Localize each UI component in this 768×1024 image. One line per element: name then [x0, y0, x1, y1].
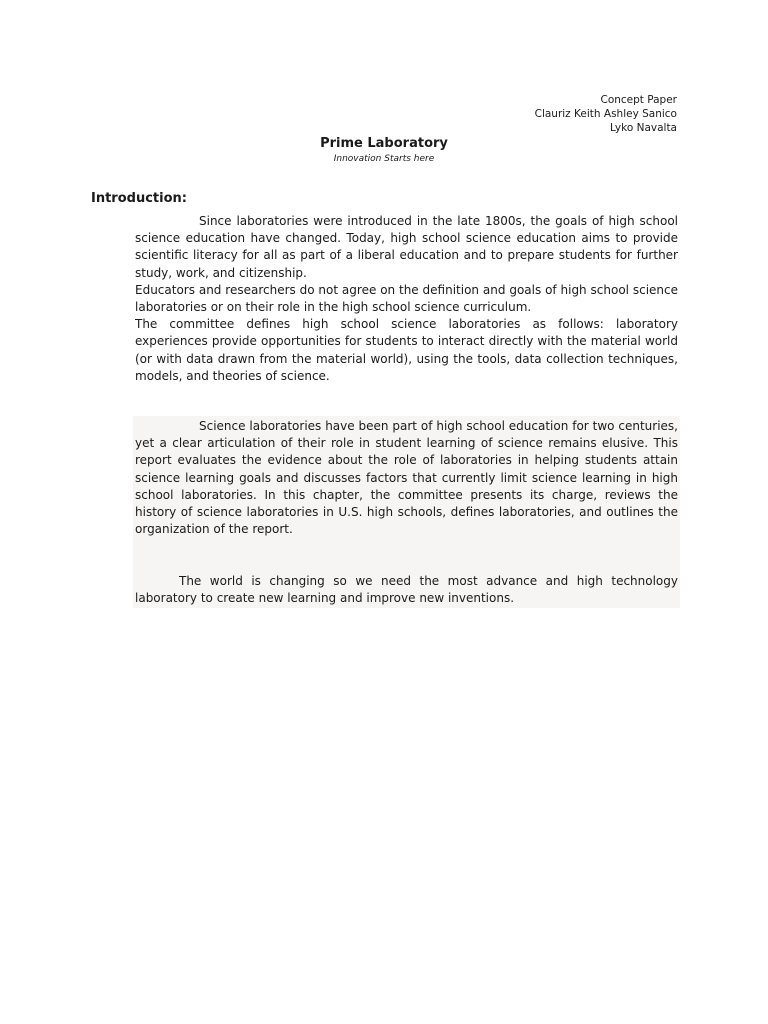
introduction-body [135, 213, 678, 385]
intro-paragraph: Since laboratories were introduced in the late 1800s, the goals of high school science education have changed. Today, high school science education aims to provide scientific literacy for all as part of a liberal education and to prepare students for further study, work, and citizenship. [135, 214, 678, 280]
closing-paragraph: The world is changing so we need the most advance and high technology laboratory to create new learning and improve new inventions. [135, 574, 678, 606]
author-name-1: Clauriz Keith Ashley Sanico [534, 108, 677, 120]
page-title: Prime Laboratory [320, 136, 448, 151]
second-body [135, 418, 678, 538]
closing-body [135, 573, 678, 607]
document-header [535, 93, 677, 135]
intro-paragraph: The committee defines high school science laboratories as follows: laboratory experiences provide opportunities for students to interact directly with the material world (or with data drawn from the material world), using the tools, data collection techniques, models, and theories of science. [135, 317, 678, 383]
title-block [0, 135, 768, 166]
intro-paragraph: Educators and researchers do not agree on the definition and goals of high school science laboratories or on their role in the high school science curriculum. [135, 282, 678, 315]
author-name-2: Lyko Navalta [610, 122, 677, 134]
page-subtitle: Innovation Starts here [333, 154, 435, 164]
document-type-label: Concept Paper [600, 94, 677, 106]
section-heading-introduction: Introduction: [91, 191, 187, 206]
body-paragraph: Science laboratories have been part of high school education for two centuries, yet a clear articulation of their role in student learning of science remains elusive. This report evaluates the evidence about the role of laboratories in helping students attain science learning goals and discusses factors that currently limit science learning in high school laboratories. In this chapter, the committee presents its charge, reviews the history of science laboratories in U.S. high schools, defines laboratories, and outlines the organization of the report. [135, 419, 678, 537]
